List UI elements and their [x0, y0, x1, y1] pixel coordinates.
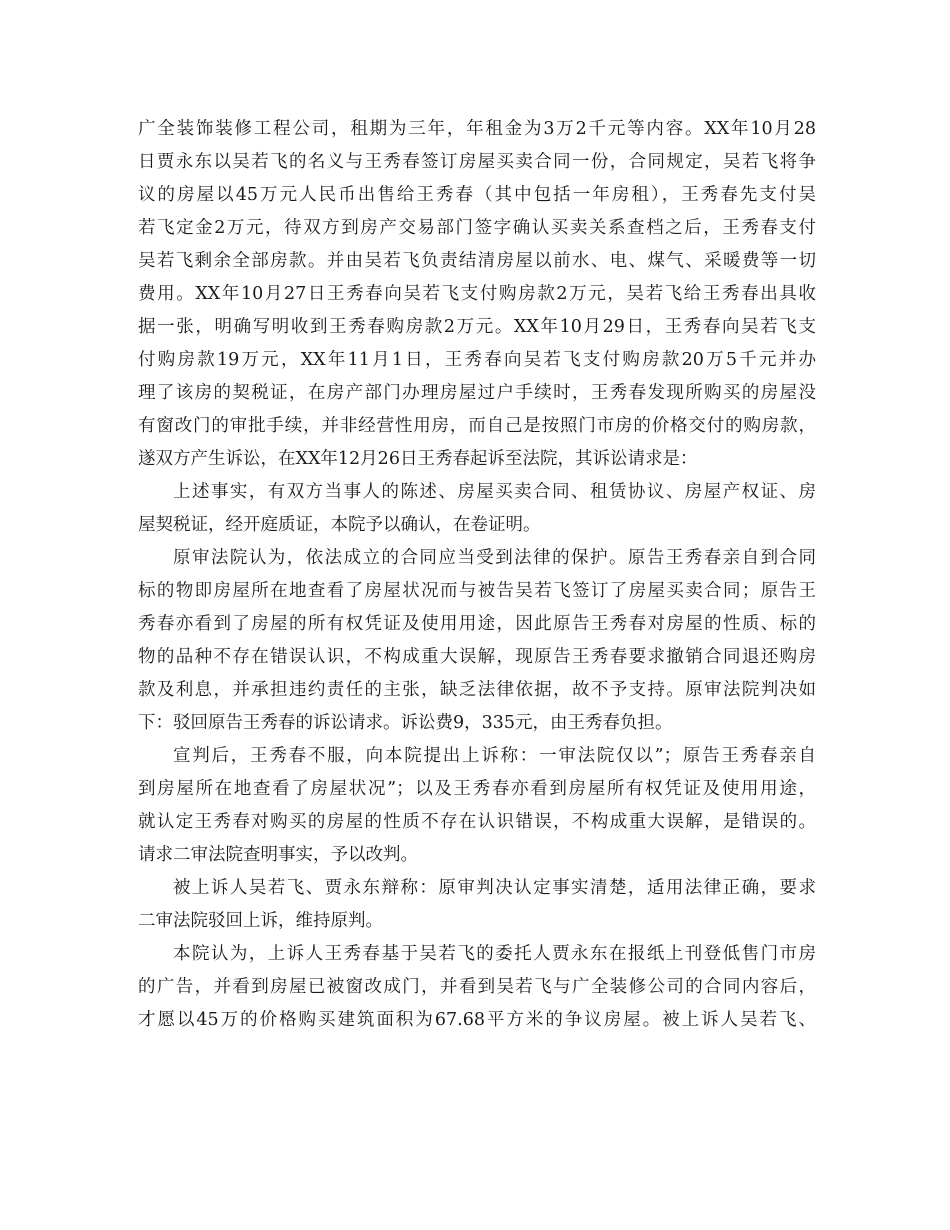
text-line: 原审法院认为，依法成立的合同应当受到法律的保护。原告王秀春亲自到合同	[173, 548, 816, 568]
paragraph-defense	[138, 872, 816, 938]
text-line: 的广告，并看到房屋已被窗改成门，并看到吴若飞与广全装修公司的合同内容后，	[138, 977, 816, 997]
text-line: 广全装饰装修工程公司，租期为三年，年租金为3万2千元等内容。XX年10月28	[138, 119, 816, 139]
text-line: 被上诉人吴若飞、贾永东辩称：原审判决认定事实清楚，适用法律正确，要求	[173, 878, 816, 898]
text-line: 就认定王秀春对购买的房屋的性质不存在认识错误，不构成重大误解，是错误的。	[138, 812, 816, 832]
text-line: 吴若飞剩余全部房款。并由吴若飞负责结清房屋以前水、电、煤气、采暖费等一切	[138, 251, 816, 271]
text-line: 到房屋所在地查看了房屋状况”；以及王秀春亦看到房屋所有权凭证及使用用途，	[138, 779, 816, 799]
text-line: 物的品种不存在错误认识，不构成重大误解，现原告王秀春要求撤销合同退还购房	[138, 647, 816, 667]
paragraph-case-facts	[138, 113, 816, 476]
text-line: 费用。XX年10月27日王秀春向吴若飞支付购房款2万元，吴若飞给王秀春出具收	[138, 284, 816, 304]
text-line: 据一张，明确写明收到王秀春购房款2万元。XX年10月29日，王秀春向吴若飞支	[138, 317, 816, 337]
text-line: 请求二审法院查明事实，予以改判。	[138, 845, 418, 865]
text-line: 上述事实，有双方当事人的陈述、房屋买卖合同、租赁协议、房屋产权证、房	[173, 482, 816, 502]
text-line: 若飞定金2万元，待双方到房产交易部门签字确认买卖关系查档之后，王秀春支付	[138, 218, 816, 238]
paragraph-court-opinion	[138, 938, 816, 1037]
text-line: 遂双方产生诉讼，在XX年12月26日王秀春起诉至法院，其诉讼请求是：	[138, 449, 698, 469]
text-line: 付购房款19万元，XX年11月1日，王秀春向吴若飞支付购房款20万5千元并办	[138, 350, 816, 370]
paragraph-appeal	[138, 740, 816, 872]
text-line: 秀春亦看到了房屋的所有权凭证及使用用途，因此原告王秀春对房屋的性质、标的	[138, 614, 816, 634]
paragraph-original-judgment	[138, 542, 816, 740]
text-line: 标的物即房屋所在地查看了房屋状况而与被告吴若飞签订了房屋买卖合同；原告王	[138, 581, 816, 601]
text-line: 宣判后，王秀春不服，向本院提出上诉称：一审法院仅以”；原告王秀春亲自	[173, 746, 816, 766]
paragraph-evidence	[138, 476, 816, 542]
text-line: 议的房屋以45万元人民币出售给王秀春（其中包括一年房租），王秀春先支付吴	[138, 185, 816, 205]
text-line: 下：驳回原告王秀春的诉讼请求。诉讼费9，335元，由王秀春负担。	[138, 713, 673, 733]
text-line: 屋契税证，经开庭质证，本院予以确认，在卷证明。	[138, 515, 541, 535]
document-body	[138, 113, 816, 1037]
text-line: 本院认为，上诉人王秀春基于吴若飞的委托人贾永东在报纸上刊登低售门市房	[173, 944, 816, 964]
text-line: 理了该房的契税证，在房产部门办理房屋过户手续时，王秀春发现所购买的房屋没	[138, 383, 816, 403]
text-line: 二审法院驳回上诉，维持原判。	[138, 911, 383, 931]
text-line: 有窗改门的审批手续，并非经营性用房，而自己是按照门市房的价格交付的购房款，	[138, 416, 816, 436]
text-line: 款及利息，并承担违约责任的主张，缺乏法律依据，故不予支持。原审法院判决如	[138, 680, 816, 700]
text-line: 才愿以45万的价格购买建筑面积为67.68平方米的争议房屋。被上诉人吴若飞、	[138, 1010, 816, 1030]
text-line: 日贾永东以吴若飞的名义与王秀春签订房屋买卖合同一份，合同规定，吴若飞将争	[138, 152, 816, 172]
